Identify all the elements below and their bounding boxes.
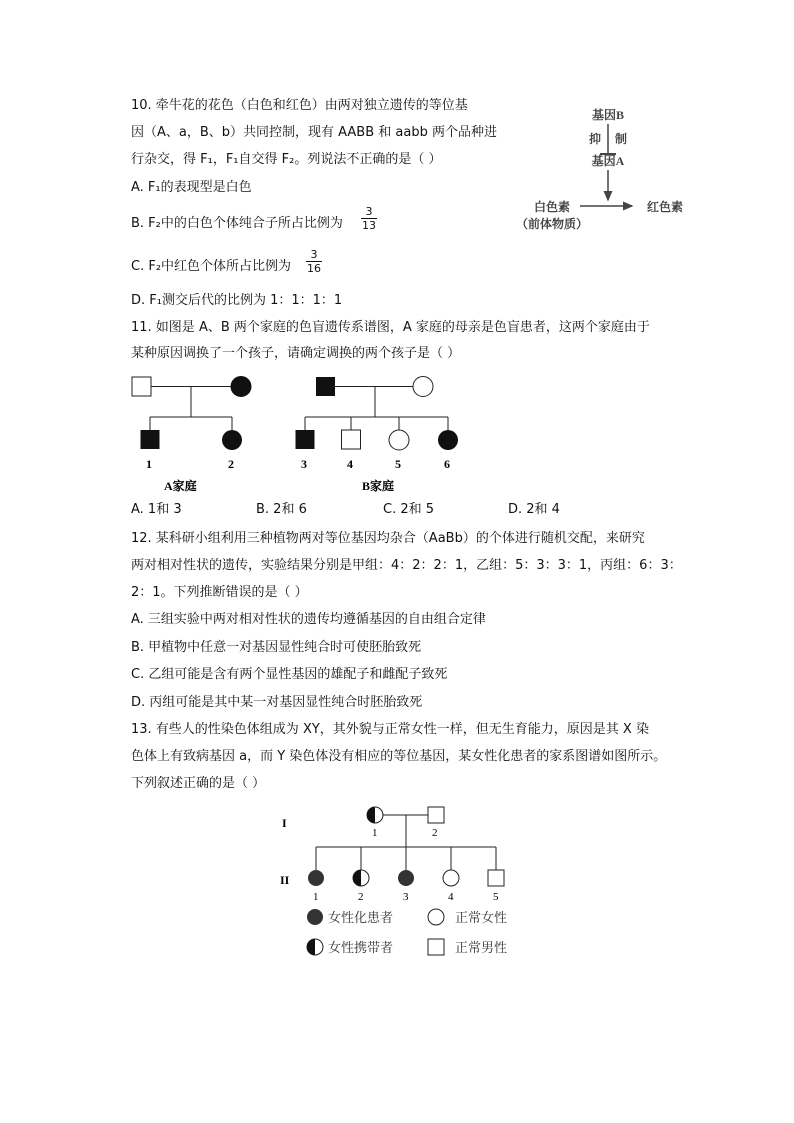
fraction-denominator: 16 <box>307 262 321 275</box>
legend-affected-symbol <box>307 909 323 925</box>
q12-option-d[interactable]: D. 丙组可能是其中某一对基因显性纯合时胚胎致死 <box>131 695 423 710</box>
q11-option-b[interactable]: B. 2和 6 <box>256 502 307 517</box>
fraction-numerator: 3 <box>306 248 322 262</box>
fraction-denominator: 13 <box>362 219 376 232</box>
q11-stem-line2: 某种原因调换了一个孩子，请确定调换的两个孩子是（ ） <box>131 346 461 361</box>
child-5-normal-female <box>389 430 409 450</box>
q12-option-b[interactable]: B. 甲植物中任意一对基因显性纯合时可使胚胎致死 <box>131 640 422 655</box>
fraction-numerator: 3 <box>361 205 377 219</box>
pigment-pathway-diagram <box>510 100 700 240</box>
q11-option-d[interactable]: D. 2和 4 <box>508 502 560 517</box>
child-5-number: 5 <box>395 457 401 471</box>
child-6-number: 6 <box>444 457 450 471</box>
gene-b-label: 基因B <box>591 108 625 122</box>
legend-normal-male-label: 正常男性 <box>455 940 508 955</box>
family-a-pedigree <box>131 374 281 494</box>
child-3-affected-male <box>296 430 315 449</box>
q10-option-c-fraction <box>306 248 322 275</box>
q13-pedigree <box>278 800 538 960</box>
q10-stem-line2: 因（A、a，B、b）共同控制，现有 AABB 和 aabb 两个品种进 <box>131 125 497 140</box>
q12-stem-line1: 12. 某科研小组利用三种植物两对等位基因均杂合（AaBb）的个体进行随机交配，来研究 <box>131 531 645 546</box>
gen2-4-normal-female <box>443 870 459 886</box>
generation-2-label: II <box>280 873 290 887</box>
mother-affected-female <box>231 377 251 397</box>
red-pigment-label: 红色素 <box>646 200 684 214</box>
child-4-number: 4 <box>347 457 353 471</box>
carrier-half-fill <box>307 939 315 955</box>
q10-stem-line1: 10. 牵牛花的花色（白色和红色）由两对独立遗传的等位基 <box>131 98 468 113</box>
q10-option-b[interactable]: B. F₂中的白色个体纯合子所占比例为 <box>131 216 343 231</box>
gen2-4-number: 4 <box>448 891 454 903</box>
father-normal-male <box>132 377 151 396</box>
carrier-half-fill <box>367 807 375 823</box>
family-b-caption: B家庭 <box>362 479 395 493</box>
gen2-2-number: 2 <box>358 891 364 903</box>
q12-option-a[interactable]: A. 三组实验中两对相对性状的遗传均遵循基因的自由组合定律 <box>131 612 486 627</box>
q10-option-b-fraction <box>361 205 377 232</box>
legend-affected-label: 女性化患者 <box>328 910 394 925</box>
father-affected-male <box>316 377 335 396</box>
gen2-3-number: 3 <box>403 891 409 903</box>
gen1-2-normal-male <box>428 807 444 823</box>
q11-option-a[interactable]: A. 1和 3 <box>131 502 182 517</box>
child-4-normal-male <box>342 430 361 449</box>
inhibit-char-1: 抑 <box>588 132 602 146</box>
q12-stem-line2: 两对相对性状的遗传，实验结果分别是甲组：4：2：2：1，乙组：5：3：3：1，丙组：6：3： <box>131 558 682 573</box>
child-1-number: 1 <box>146 457 152 471</box>
gene-a-label: 基因A <box>591 154 625 168</box>
q12-option-c[interactable]: C. 乙组可能是含有两个显性基因的雄配子和雌配子致死 <box>131 667 448 682</box>
q10-option-a[interactable]: A. F₁的表现型是白色 <box>131 180 252 195</box>
gen2-1-affected <box>308 870 324 886</box>
child-1-affected-male <box>141 430 160 449</box>
gen2-3-affected <box>398 870 414 886</box>
child-2-affected-female <box>222 430 242 450</box>
white-pigment-label: 白色素 <box>533 200 571 214</box>
generation-1-label: I <box>282 816 287 830</box>
child-3-number: 3 <box>301 457 307 471</box>
q13-stem-line1: 13. 有些人的性染色体组成为 XY，其外貌与正常女性一样，但无生育能力，原因是其 X 染 <box>131 722 649 737</box>
family-a-caption: A家庭 <box>164 479 197 493</box>
legend-carrier-label: 女性携带者 <box>328 940 394 955</box>
child-6-affected-female <box>438 430 458 450</box>
q10-stem-line3: 行杂交，得 F₁，F₁自交得 F₂。列说法不正确的是（ ） <box>131 152 442 167</box>
child-2-number: 2 <box>228 457 234 471</box>
gen2-5-normal-male <box>488 870 504 886</box>
gen1-2-number: 2 <box>432 827 438 839</box>
q11-stem-line1: 11. 如图是 A、B 两个家庭的色盲遗传系谱图，A 家庭的母亲是色盲患者，这两个家庭由于 <box>131 320 650 335</box>
q10-option-d[interactable]: D. F₁测交后代的比例为 1：1：1：1 <box>131 293 343 308</box>
q11-option-c[interactable]: C. 2和 5 <box>383 502 435 517</box>
q12-stem-line3: 2：1。下列推断错误的是（ ） <box>131 585 308 600</box>
legend-normal-male-symbol <box>428 939 444 955</box>
q10-option-c[interactable]: C. F₂中红色个体所占比例为 <box>131 259 292 274</box>
q13-stem-line3: 下列叙述正确的是（ ） <box>131 776 266 791</box>
inhibit-char-2: 制 <box>614 132 628 146</box>
gen2-1-number: 1 <box>313 891 319 903</box>
legend-normal-female-label: 正常女性 <box>455 910 508 925</box>
q13-stem-line2: 色体上有致病基因 a，而 Y 染色体没有相应的等位基因，某女性化患者的家系图谱如图所示。 <box>131 749 667 764</box>
family-b-pedigree <box>290 374 470 494</box>
legend-normal-female-symbol <box>428 909 444 925</box>
carrier-half-fill <box>353 870 361 886</box>
gen2-5-number: 5 <box>493 891 499 903</box>
mother-normal-female <box>413 377 433 397</box>
gen1-1-number: 1 <box>372 827 378 839</box>
precursor-label: （前体物质） <box>515 217 589 231</box>
